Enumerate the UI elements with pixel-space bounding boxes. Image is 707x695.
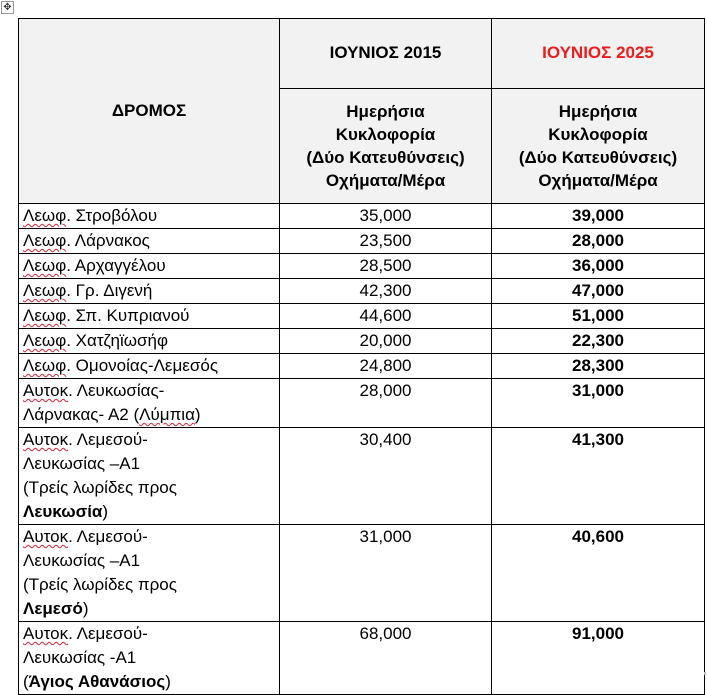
value-2015: 24,800 <box>280 354 492 379</box>
header-desc-2015 <box>280 88 492 203</box>
road-cell: Λεωφ. Αρχαγγέλου <box>19 254 280 279</box>
road-cell: Λεωφ. Στροβόλου <box>19 204 280 229</box>
desc-line: (Δύο Κατευθύνσεις) <box>306 147 465 167</box>
value-2015: 42,300 <box>280 279 492 304</box>
value-2025: 36,000 <box>492 254 705 279</box>
table-row <box>19 204 705 229</box>
traffic-table <box>18 18 705 695</box>
road-cell: Λεωφ. Σπ. Κυπριανού <box>19 304 280 329</box>
road-cell: Λεωφ. Χατζηϊωσήφ <box>19 329 280 354</box>
desc-line: Οχήματα/Μέρα <box>325 170 446 190</box>
value-2025: 47,000 <box>492 279 705 304</box>
value-2015: 44,600 <box>280 304 492 329</box>
table-row <box>19 304 705 329</box>
value-2025: 22,300 <box>492 329 705 354</box>
desc-line: Κυκλοφορία <box>335 124 436 144</box>
desc-line: Ημερήσια <box>346 101 425 121</box>
table-row <box>19 279 705 304</box>
desc-line: Κυκλοφορία <box>548 124 648 144</box>
road-cell: Λεωφ. Ομονοίας-Λεμεσός <box>19 354 280 379</box>
table-row <box>19 329 705 354</box>
road-cell: Αυτοκ. Λεμεσού- Λευκωσίας –Α1 (Τρείς λωρίδες προς Λεμεσό) <box>19 525 280 622</box>
table-row <box>19 354 705 379</box>
road-cell: Λεωφ. Γρ. Διγενή <box>19 279 280 304</box>
road-cell: Αυτοκ. Λεμεσού- Λευκωσίας -Α1 (Άγιος Αθανάσιος) <box>19 622 280 695</box>
table-row <box>19 229 705 254</box>
value-2025: 28,300 <box>492 354 705 379</box>
table-row <box>19 379 705 428</box>
header-road: ΔΡΟΜΟΣ <box>19 19 280 204</box>
value-2015: 28,000 <box>280 379 492 428</box>
table-row <box>19 254 705 279</box>
value-2015: 31,000 <box>280 525 492 622</box>
value-2015: 20,000 <box>280 329 492 354</box>
value-2015: 28,500 <box>280 254 492 279</box>
value-2025: 31,000 <box>492 379 705 428</box>
cell-end-marker <box>704 672 706 675</box>
value-2015: 23,500 <box>280 229 492 254</box>
header-row <box>19 19 705 89</box>
header-year-2025: ΙΟΥΝΙΟΣ 2025 <box>492 19 705 89</box>
desc-line: (Δύο Κατευθύνσεις) <box>518 147 678 167</box>
value-2015: 68,000 <box>280 622 492 695</box>
road-cell: Αυτοκ. Λευκωσίας- Λάρνακας- Α2 (Λύμπια) <box>19 379 280 428</box>
value-2015: 35,000 <box>280 204 492 229</box>
table-row <box>19 525 705 622</box>
value-2025: 40,600 <box>492 525 705 622</box>
table-move-handle-icon[interactable]: ✥ <box>1 1 14 14</box>
road-cell: Λεωφ. Λάρνακος <box>19 229 280 254</box>
table-row <box>19 622 705 695</box>
desc-line: Ημερήσια <box>558 101 638 121</box>
header-desc-2025 <box>492 88 705 203</box>
road-cell: Αυτοκ. Λεμεσού- Λευκωσίας –Α1 (Τρείς λωρίδες προς Λευκωσία) <box>19 428 280 525</box>
value-2025: 28,000 <box>492 229 705 254</box>
header-year-2015: ΙΟΥΝΙΟΣ 2015 <box>280 19 492 89</box>
value-2025: 39,000 <box>492 204 705 229</box>
value-2025: 51,000 <box>492 304 705 329</box>
value-2015: 30,400 <box>280 428 492 525</box>
desc-line: Οχήματα/Μέρα <box>538 170 658 190</box>
value-2025: 91,000 <box>492 622 705 695</box>
value-2025: 41,300 <box>492 428 705 525</box>
table-row <box>19 428 705 525</box>
